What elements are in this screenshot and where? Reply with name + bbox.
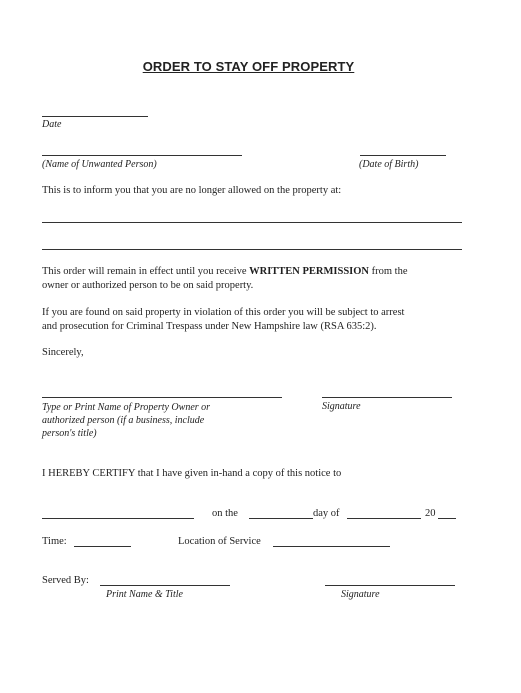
effect-pre: This order will remain in effect until you receive (42, 266, 250, 277)
date-label: Date (42, 119, 62, 130)
print-name-title-label: Print Name & Title (106, 589, 183, 600)
year-prefix: 20 (425, 508, 436, 519)
served-signature-label: Signature (341, 589, 380, 600)
unwanted-person-label: (Name of Unwanted Person) (42, 159, 157, 170)
on-the-label: on the (212, 508, 238, 519)
time-label: Time: (42, 536, 67, 547)
dob-line (360, 155, 446, 156)
owner-label-line-1: Type or Print Name of Property Owner or (42, 402, 211, 413)
served-by-label: Served By: (42, 575, 89, 586)
day-line (249, 518, 313, 519)
served-by-line (100, 585, 230, 586)
property-address-line-2 (42, 249, 462, 250)
written-permission: WRITTEN PERMISSION (249, 266, 370, 277)
certify-text: I HEREBY CERTIFY that I have given in-hand a copy of this notice to (42, 468, 342, 479)
owner-label-line-3: person's title) (42, 428, 97, 439)
violation-line-1: If you are found on said property in violation of this order you will be subject to arrest (42, 307, 405, 318)
owner-signature-label: Signature (322, 401, 361, 412)
intro-text: This is to inform you that you are no longer allowed on the property at: (42, 185, 342, 196)
effect-paragraph (42, 265, 482, 293)
owner-signature-line (322, 397, 452, 398)
owner-name-line (42, 397, 282, 398)
date-line (42, 116, 148, 117)
dob-label: (Date of Birth) (359, 159, 419, 170)
effect-post: from the (369, 266, 408, 277)
unwanted-person-line (42, 155, 242, 156)
owner-label-line-2: authorized person (if a business, include (42, 415, 205, 426)
year-line (438, 518, 456, 519)
time-line (74, 546, 131, 547)
served-signature-line (325, 585, 455, 586)
location-label: Location of Service (178, 536, 261, 547)
location-line (273, 546, 390, 547)
served-to-line (42, 518, 194, 519)
owner-name-label (42, 401, 210, 440)
violation-line-2: and prosecution for Criminal Trespass under New Hampshire law (RSA 635:2). (42, 321, 377, 332)
closing: Sincerely, (42, 347, 84, 358)
property-address-line-1 (42, 222, 462, 223)
document-title: ORDER TO STAY OFF PROPERTY (142, 59, 355, 74)
month-line (347, 518, 421, 519)
violation-paragraph (42, 306, 482, 334)
effect-line-2: owner or authorized person to be on said property. (42, 280, 254, 291)
day-of-label: day of (313, 508, 340, 519)
